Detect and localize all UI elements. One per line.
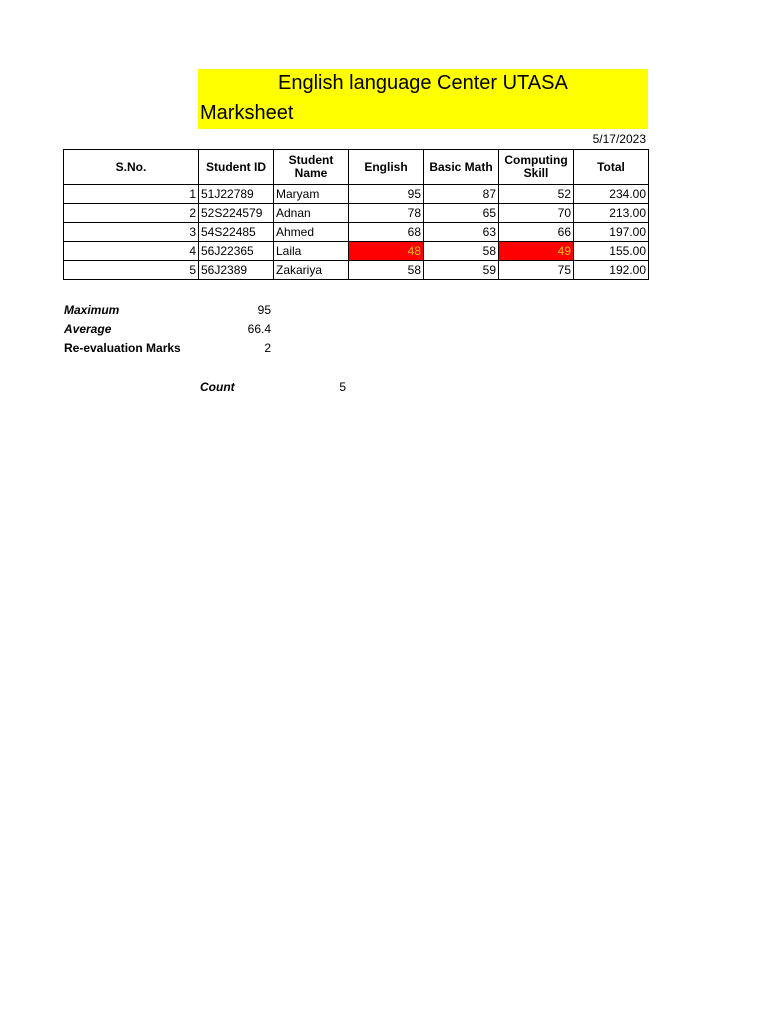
- maximum-label: Maximum: [64, 303, 120, 317]
- average-value: 66.4: [247, 322, 271, 336]
- report-date: 5/17/2023: [592, 132, 646, 146]
- cell-student-id: 52S224579: [199, 204, 274, 223]
- cell-student-id: 54S22485: [199, 223, 274, 242]
- average-label: Average: [64, 322, 112, 336]
- cell-sno: 1: [64, 185, 199, 204]
- cell-basic-math: 63: [424, 223, 499, 242]
- cell-sno: 2: [64, 204, 199, 223]
- cell-student-name: Zakariya: [274, 261, 349, 280]
- table-header-row: [64, 150, 649, 185]
- cell-basic-math: 87: [424, 185, 499, 204]
- cell-english: 58: [349, 261, 424, 280]
- table-row: [64, 204, 649, 223]
- header-english: English: [349, 150, 424, 185]
- header-computing-skill: Computing Skill: [499, 150, 574, 185]
- count-label: Count: [200, 380, 235, 394]
- cell-total: 234.00: [574, 185, 649, 204]
- cell-sno: 5: [64, 261, 199, 280]
- cell-total: 197.00: [574, 223, 649, 242]
- reevaluation-label: Re-evaluation Marks: [64, 341, 181, 355]
- cell-english: 68: [349, 223, 424, 242]
- header-student-name: Student Name: [274, 150, 349, 185]
- cell-computing: 66: [499, 223, 574, 242]
- table-row: [64, 223, 649, 242]
- table-row: [64, 242, 649, 261]
- header-student-id: Student ID: [199, 150, 274, 185]
- cell-basic-math: 65: [424, 204, 499, 223]
- table-row: [64, 185, 649, 204]
- marks-table: [63, 149, 649, 280]
- cell-basic-math: 59: [424, 261, 499, 280]
- cell-student-id: 56J2389: [199, 261, 274, 280]
- cell-english-flagged: 48: [349, 242, 424, 261]
- table-row: [64, 261, 649, 280]
- cell-total: 155.00: [574, 242, 649, 261]
- cell-computing: 70: [499, 204, 574, 223]
- header-total: Total: [574, 150, 649, 185]
- cell-sno: 3: [64, 223, 199, 242]
- count-value: 5: [339, 380, 346, 394]
- header-sno: S.No.: [64, 150, 199, 185]
- cell-total: 192.00: [574, 261, 649, 280]
- cell-student-name: Adnan: [274, 204, 349, 223]
- cell-english: 78: [349, 204, 424, 223]
- cell-total: 213.00: [574, 204, 649, 223]
- header-basic-math: Basic Math: [424, 150, 499, 185]
- cell-computing: 52: [499, 185, 574, 204]
- maximum-value: 95: [257, 303, 271, 317]
- cell-computing: 75: [499, 261, 574, 280]
- cell-student-id: 56J22365: [199, 242, 274, 261]
- cell-student-name: Laila: [274, 242, 349, 261]
- cell-student-id: 51J22789: [199, 185, 274, 204]
- cell-student-name: Maryam: [274, 185, 349, 204]
- cell-basic-math: 58: [424, 242, 499, 261]
- cell-sno: 4: [64, 242, 199, 261]
- center-title: English language Center UTASA: [278, 72, 568, 94]
- marksheet-title: Marksheet: [200, 102, 294, 124]
- reevaluation-value: 2: [264, 341, 271, 355]
- cell-english: 95: [349, 185, 424, 204]
- cell-student-name: Ahmed: [274, 223, 349, 242]
- title-banner: [198, 69, 648, 129]
- cell-computing-flagged: 49: [499, 242, 574, 261]
